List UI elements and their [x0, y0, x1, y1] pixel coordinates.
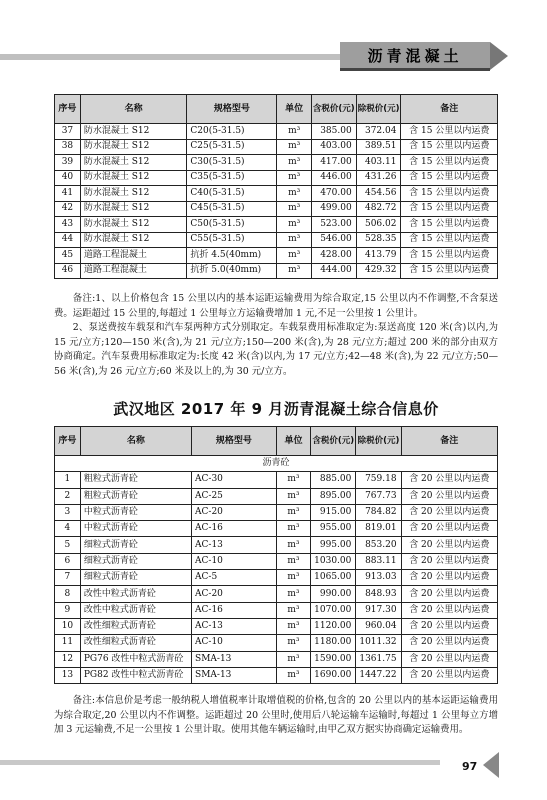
table-cell: 中粒式沥青砼 — [80, 504, 191, 520]
table-row — [55, 201, 498, 217]
table-cell: m³ — [277, 217, 311, 233]
table-cell: 767.73 — [356, 488, 401, 504]
section-title: 武汉地区 2017 年 9 月沥青混凝土综合信息价 — [113, 400, 439, 418]
table-cell: 431.26 — [356, 170, 401, 186]
table-row — [55, 504, 498, 520]
table-cell: AC-16 — [192, 602, 277, 618]
col-header: 除税价(元) — [356, 95, 401, 124]
table-row — [55, 651, 498, 667]
table-cell: 道路工程混凝土 — [80, 263, 187, 279]
footer-arrow-icon — [483, 752, 499, 778]
table-row — [55, 537, 498, 553]
table-cell: 1 — [55, 472, 81, 488]
table-cell: 含 15 公里以内运费 — [401, 124, 498, 140]
table-cell: 含 15 公里以内运费 — [401, 217, 498, 233]
table-cell: 784.82 — [356, 504, 401, 520]
table-cell: 885.00 — [311, 472, 356, 488]
table-cell: 6 — [55, 553, 81, 569]
table-cell: 385.00 — [311, 124, 356, 140]
col-header: 序号 — [55, 427, 81, 456]
section-label: 沥青砼 — [55, 456, 498, 472]
table-cell: m³ — [276, 618, 310, 634]
notes-1 — [54, 292, 498, 379]
table-cell: 41 — [55, 186, 81, 202]
table-cell: 含 15 公里以内运费 — [401, 263, 498, 279]
table-row — [55, 618, 498, 634]
table-cell: 13 — [55, 667, 81, 683]
table-cell: 482.72 — [356, 201, 401, 217]
table-cell: 含 15 公里以内运费 — [401, 186, 498, 202]
table-cell: 抗折 4.5(40mm) — [187, 248, 277, 264]
table-cell: PG76 改性中粒式沥青砼 — [80, 651, 191, 667]
table-cell: 913.03 — [356, 570, 401, 586]
table-cell: 40 — [55, 170, 81, 186]
table-cell: 39 — [55, 155, 81, 171]
table-cell: 防水混凝土 S12 — [80, 139, 187, 155]
table-cell: 细粒式沥青砼 — [80, 570, 191, 586]
table-row — [55, 217, 498, 233]
table-cell: 8 — [55, 586, 81, 602]
table-cell: 改性细粒式沥青砼 — [80, 635, 191, 651]
table-cell: 含 20 公里以内运费 — [401, 602, 497, 618]
table-cell: 43 — [55, 217, 81, 233]
table-cell: 546.00 — [311, 232, 356, 248]
table-cell: AC-25 — [192, 488, 277, 504]
col-header: 规格型号 — [192, 427, 277, 456]
table-cell: 防水混凝土 S12 — [80, 124, 187, 140]
table-cell: 1011.32 — [356, 635, 401, 651]
table-header-row — [55, 427, 498, 456]
col-header: 序号 — [55, 95, 81, 124]
col-header: 含税价(元) — [311, 427, 356, 456]
col-header: 单位 — [276, 427, 310, 456]
table-cell: m³ — [276, 651, 310, 667]
table-cell: 3 — [55, 504, 81, 520]
col-header: 除税价(元) — [356, 427, 401, 456]
table-cell: 10 — [55, 618, 81, 634]
table-cell: 粗粒式沥青砼 — [80, 488, 191, 504]
asphalt-price-table — [54, 426, 498, 684]
table-cell: 含 15 公里以内运费 — [401, 201, 498, 217]
table-cell: 917.30 — [356, 602, 401, 618]
table-cell: 7 — [55, 570, 81, 586]
table-cell: 改性中粒式沥青砼 — [80, 602, 191, 618]
table-cell: AC-5 — [192, 570, 277, 586]
col-header: 备注 — [401, 95, 498, 124]
table-cell: 819.01 — [356, 521, 401, 537]
table-cell: m³ — [277, 155, 311, 171]
table-cell: 37 — [55, 124, 81, 140]
table-cell: 11 — [55, 635, 81, 651]
table-cell: 528.35 — [356, 232, 401, 248]
table-cell: AC-20 — [192, 504, 277, 520]
table-cell: m³ — [277, 124, 311, 140]
table-cell: 细粒式沥青砼 — [80, 553, 191, 569]
table-cell: 895.00 — [311, 488, 356, 504]
page-number: 97 — [462, 760, 478, 773]
header-arrow-icon — [490, 42, 508, 70]
table-cell: C55(5-31.5) — [187, 232, 277, 248]
table-cell: 883.11 — [356, 553, 401, 569]
col-header: 单位 — [277, 95, 311, 124]
table-row — [55, 586, 498, 602]
table-header-row — [55, 95, 498, 124]
table-cell: 含 20 公里以内运费 — [401, 472, 497, 488]
table-cell: 759.18 — [356, 472, 401, 488]
table-row — [55, 263, 498, 279]
table-cell: AC-10 — [192, 553, 277, 569]
table-cell: 含 20 公里以内运费 — [401, 667, 497, 683]
table-cell: 1120.00 — [311, 618, 356, 634]
table-cell: 995.00 — [311, 537, 356, 553]
table-row — [55, 602, 498, 618]
page-header — [0, 42, 547, 70]
table-cell: 44 — [55, 232, 81, 248]
table-cell: m³ — [277, 263, 311, 279]
table-row — [55, 635, 498, 651]
table-row — [55, 488, 498, 504]
table-cell: m³ — [277, 232, 311, 248]
table-cell: 915.00 — [311, 504, 356, 520]
table-cell: 1070.00 — [311, 602, 356, 618]
table-cell: m³ — [276, 553, 310, 569]
notes-2 — [54, 694, 498, 738]
table-row — [55, 124, 498, 140]
table-cell: 含 15 公里以内运费 — [401, 170, 498, 186]
table-cell: 含 15 公里以内运费 — [401, 248, 498, 264]
table-cell: AC-16 — [192, 521, 277, 537]
table-cell: 含 20 公里以内运费 — [401, 537, 497, 553]
col-header: 规格型号 — [187, 95, 277, 124]
table-row — [55, 521, 498, 537]
header-title: 沥青混凝土 — [367, 46, 463, 65]
table-cell: 429.32 — [356, 263, 401, 279]
table-cell: SMA-13 — [192, 667, 277, 683]
table-cell: 含 20 公里以内运费 — [401, 651, 497, 667]
table-cell: 372.04 — [356, 124, 401, 140]
table-cell: m³ — [277, 139, 311, 155]
table-cell: 853.20 — [356, 537, 401, 553]
table-cell: 5 — [55, 537, 81, 553]
table-cell: 防水混凝土 S12 — [80, 155, 187, 171]
table-cell: 454.56 — [356, 186, 401, 202]
table-cell: 42 — [55, 201, 81, 217]
table-cell: 1447.22 — [356, 667, 401, 683]
table-row — [55, 170, 498, 186]
table-cell: 2 — [55, 488, 81, 504]
table-cell: 4 — [55, 521, 81, 537]
header-band — [0, 54, 340, 60]
table-cell: C50(5-31.5) — [187, 217, 277, 233]
col-header: 备注 — [401, 427, 497, 456]
table-cell: 1361.75 — [356, 651, 401, 667]
table-cell: AC-10 — [192, 635, 277, 651]
table-cell: 含 20 公里以内运费 — [401, 618, 497, 634]
col-header: 名称 — [80, 427, 191, 456]
table-cell: 990.00 — [311, 586, 356, 602]
table-cell: 1065.00 — [311, 570, 356, 586]
col-header: 含税价(元) — [311, 95, 356, 124]
table-cell: 含 20 公里以内运费 — [401, 570, 497, 586]
table-cell: 含 20 公里以内运费 — [401, 521, 497, 537]
table-cell: 防水混凝土 S12 — [80, 186, 187, 202]
table-cell: 改性中粒式沥青砼 — [80, 586, 191, 602]
header-box — [340, 42, 490, 71]
table-cell: 1030.00 — [311, 553, 356, 569]
table-cell: 含 20 公里以内运费 — [401, 488, 497, 504]
table-cell: 含 20 公里以内运费 — [401, 586, 497, 602]
table-cell: 道路工程混凝土 — [80, 248, 187, 264]
table-cell: 含 20 公里以内运费 — [401, 504, 497, 520]
table-cell: AC-30 — [192, 472, 277, 488]
table-cell: C45(5-31.5) — [187, 201, 277, 217]
concrete-price-table — [54, 94, 498, 279]
table-cell: 细粒式沥青砼 — [80, 537, 191, 553]
table-cell: C20(5-31.5) — [187, 124, 277, 140]
table-cell: 523.00 — [311, 217, 356, 233]
table-row — [55, 139, 498, 155]
table-cell: m³ — [276, 602, 310, 618]
table-cell: m³ — [277, 186, 311, 202]
table-cell: 抗折 5.0(40mm) — [187, 263, 277, 279]
table-cell: 38 — [55, 139, 81, 155]
table-cell: 417.00 — [311, 155, 356, 171]
table-cell: 506.02 — [356, 217, 401, 233]
table-cell: 1180.00 — [311, 635, 356, 651]
table-cell: 含 15 公里以内运费 — [401, 155, 498, 171]
table-cell: 12 — [55, 651, 81, 667]
table-row — [55, 553, 498, 569]
note-paragraph: 2、泵送费按车载泵和汽车泵两种方式分别取定。车载泵费用标准取定为:泵送高度 120 米(含)以内,为 15 元/立方;120—150 米(含),为 21 元/立方;150—200 米(含),为 28 元/立方;超过 200 米的部分由双方协商确定。汽车泵费用标准取定为:长度 42 米(含)以内,为 17 元/立方;42—48 米(含),为 22 元/立方;50—56 米(含),为 26 元/立方;60 米及以上的,为 30 元/立方。 — [54, 322, 498, 377]
table-cell: 470.00 — [311, 186, 356, 202]
table-cell: m³ — [276, 586, 310, 602]
col-header: 名称 — [80, 95, 187, 124]
table-cell: PG82 改性中粒式沥青砼 — [80, 667, 191, 683]
table-cell: 1590.00 — [311, 651, 356, 667]
table-row — [55, 155, 498, 171]
section-row — [55, 456, 498, 472]
table-cell: 含 15 公里以内运费 — [401, 232, 498, 248]
table-cell: m³ — [276, 521, 310, 537]
table-cell: 403.11 — [356, 155, 401, 171]
table-cell: AC-20 — [192, 586, 277, 602]
table-cell: 848.93 — [356, 586, 401, 602]
table-cell: 粗粒式沥青砼 — [80, 472, 191, 488]
table-cell: 改性细粒式沥青砼 — [80, 618, 191, 634]
table-body — [55, 124, 498, 279]
table-cell: m³ — [277, 170, 311, 186]
footer-band — [0, 760, 440, 765]
table-cell: C25(5-31.5) — [187, 139, 277, 155]
table-cell: 413.79 — [356, 248, 401, 264]
table-cell: 403.00 — [311, 139, 356, 155]
table-cell: 389.51 — [356, 139, 401, 155]
table-cell: 955.00 — [311, 521, 356, 537]
table-cell: 防水混凝土 S12 — [80, 170, 187, 186]
table-cell: C40(5-31.5) — [187, 186, 277, 202]
table-cell: 含 20 公里以内运费 — [401, 553, 497, 569]
table-cell: 46 — [55, 263, 81, 279]
table-cell: 防水混凝土 S12 — [80, 217, 187, 233]
table-cell: 含 20 公里以内运费 — [401, 635, 497, 651]
note-paragraph: 备注:本信息价是考虑一般纳税人增值税率计取增值税的价格,包含的 20 公里以内的基本运距运输费用为综合取定,20 公里以内不作调整。运距超过 20 公里时,使用后八轮运输车运输时,每超过 1 公里每立方增加 3 元运输费,不足一公里按 1 公里计取。使用其他车辆运输时,由甲乙双方据实协商确定运输费用。 — [54, 695, 498, 735]
table-row — [55, 667, 498, 683]
table-row — [55, 248, 498, 264]
table-cell: AC-13 — [192, 537, 277, 553]
table-cell: AC-13 — [192, 618, 277, 634]
table-cell: SMA-13 — [192, 651, 277, 667]
table-cell: m³ — [276, 472, 310, 488]
table-body — [55, 456, 498, 684]
table-cell: m³ — [276, 635, 310, 651]
table-cell: 446.00 — [311, 170, 356, 186]
table-cell: 444.00 — [311, 263, 356, 279]
table-cell: 防水混凝土 S12 — [80, 201, 187, 217]
table-cell: 960.04 — [356, 618, 401, 634]
table-cell: 45 — [55, 248, 81, 264]
table-cell: m³ — [276, 667, 310, 683]
table-cell: m³ — [276, 537, 310, 553]
table-cell: C35(5-31.5) — [187, 170, 277, 186]
table-cell: 含 15 公里以内运费 — [401, 139, 498, 155]
table-cell: 中粒式沥青砼 — [80, 521, 191, 537]
table-cell: C30(5-31.5) — [187, 155, 277, 171]
table-cell: 防水混凝土 S12 — [80, 232, 187, 248]
table-row — [55, 232, 498, 248]
table-cell: m³ — [276, 504, 310, 520]
table-cell: m³ — [276, 488, 310, 504]
table-cell: m³ — [277, 201, 311, 217]
table-cell: 1690.00 — [311, 667, 356, 683]
table-row — [55, 472, 498, 488]
table-row — [55, 186, 498, 202]
table-cell: 499.00 — [311, 201, 356, 217]
note-paragraph: 备注:1、以上价格包含 15 公里以内的基本运距运输费用为综合取定,15 公里以内不作调整,不含泵送费。运距超过 15 公里的,每超过 1 公里每立方运输费增加 1 元,不足一公里按 1 公里计。 — [54, 293, 498, 319]
table-cell: 428.00 — [311, 248, 356, 264]
table-cell: m³ — [276, 570, 310, 586]
table-cell: 9 — [55, 602, 81, 618]
table-cell: m³ — [277, 248, 311, 264]
table-row — [55, 570, 498, 586]
